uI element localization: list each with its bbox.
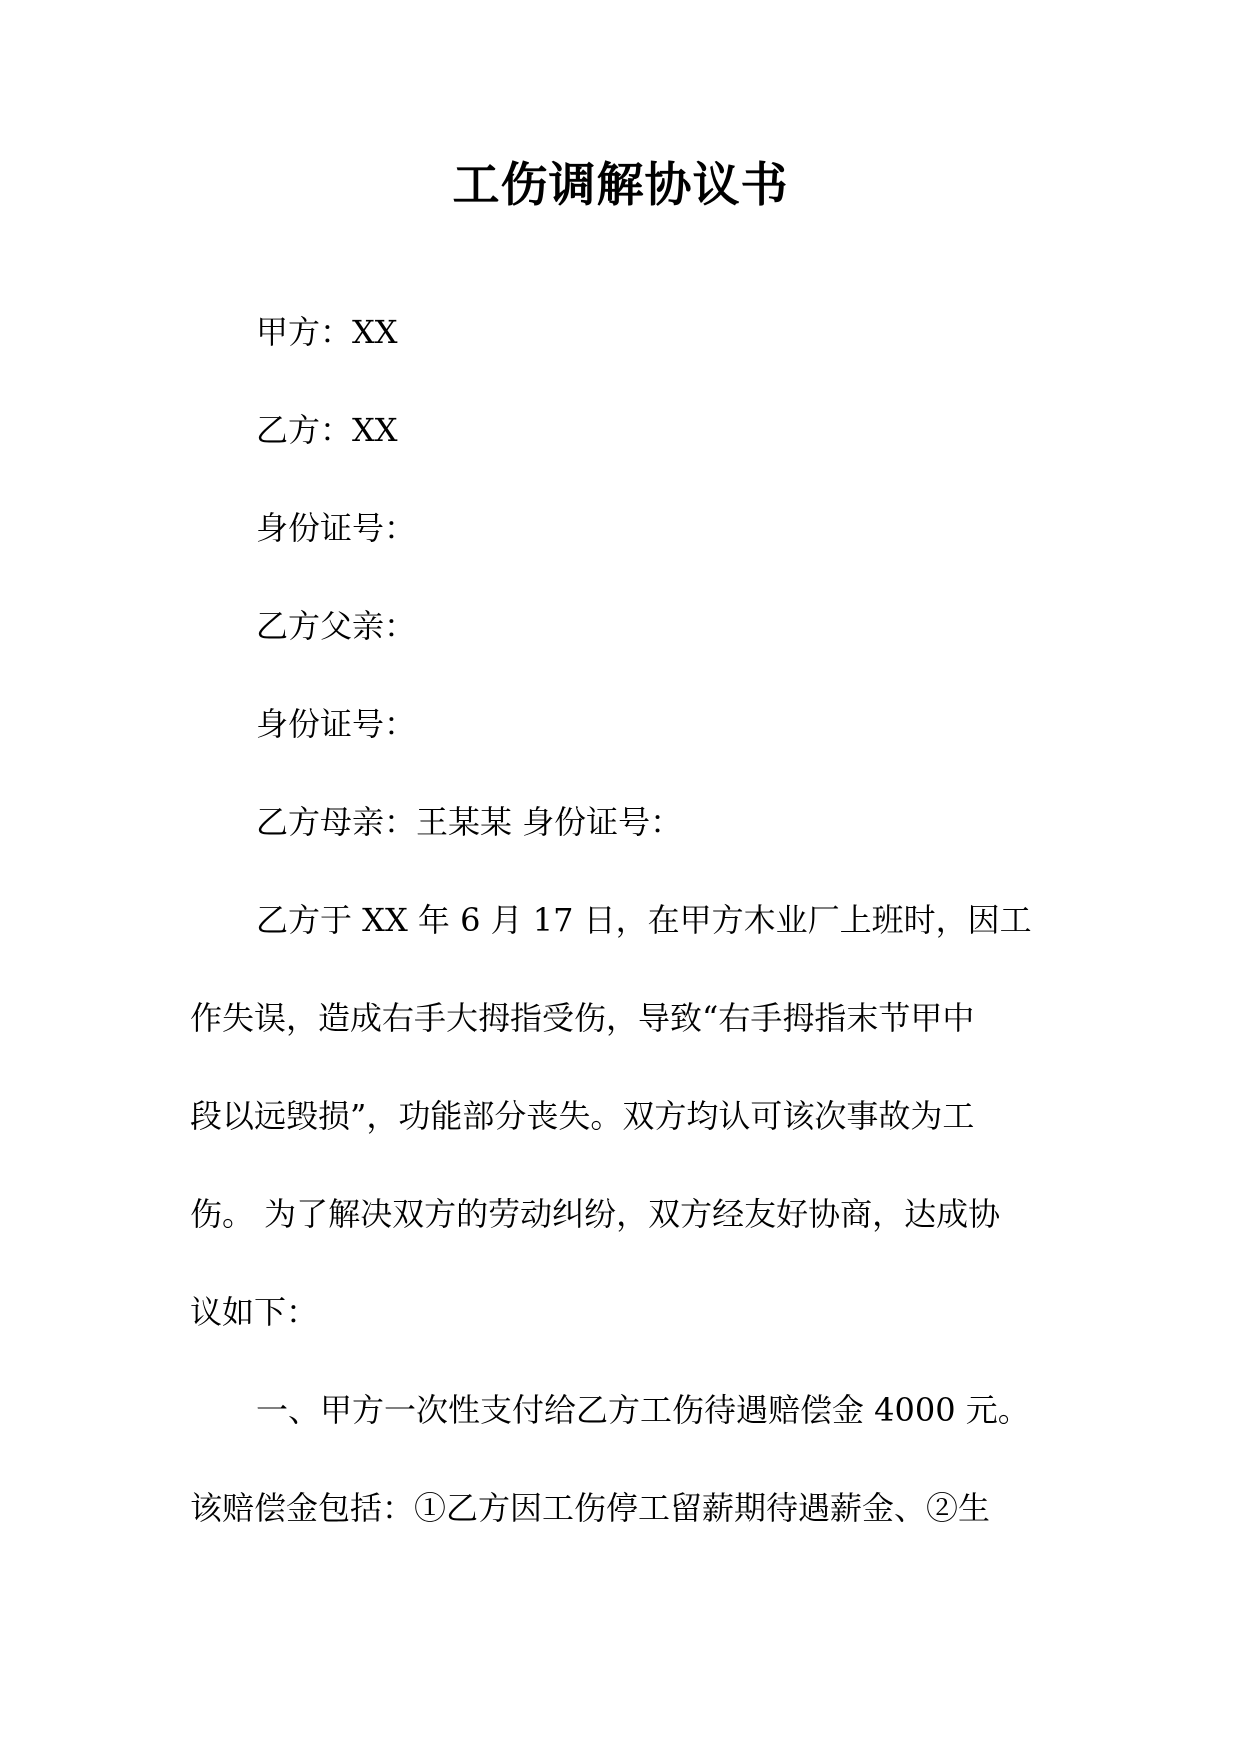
party-b-father-id-line: 身份证号：: [256, 705, 417, 743]
paragraph-line: 段以远毁损”，功能部分丧失。双方均认可该次事故为工: [190, 1097, 975, 1135]
document-title: 工伤调解协议书: [452, 158, 789, 213]
paragraph-line: 作失误，造成右手大拇指受伤，导致“右手拇指末节甲中: [190, 999, 975, 1037]
paragraph-line: 伤。 为了解决双方的劳动纠纷，双方经友好协商，达成协: [190, 1195, 1001, 1233]
party-b-father-line: 乙方父亲：: [256, 607, 417, 645]
paragraph-line: 乙方于 XX 年 6 月 17 日，在甲方木业厂上班时，因工: [256, 901, 1032, 939]
party-b-mother-line: 乙方母亲：王某某 身份证号：: [256, 803, 683, 841]
party-b-id-line: 身份证号：: [256, 509, 417, 547]
clause-one-line: 一、甲方一次性支付给乙方工伤待遇赔偿金 4000 元。: [256, 1391, 1030, 1429]
party-a-line: 甲方：XX: [256, 313, 398, 351]
party-b-line: 乙方：XX: [256, 411, 398, 449]
paragraph-line: 议如下：: [190, 1293, 319, 1331]
clause-one-detail-line: 该赔偿金包括：①乙方因工伤停工留薪期待遇薪金、②生: [190, 1489, 991, 1527]
